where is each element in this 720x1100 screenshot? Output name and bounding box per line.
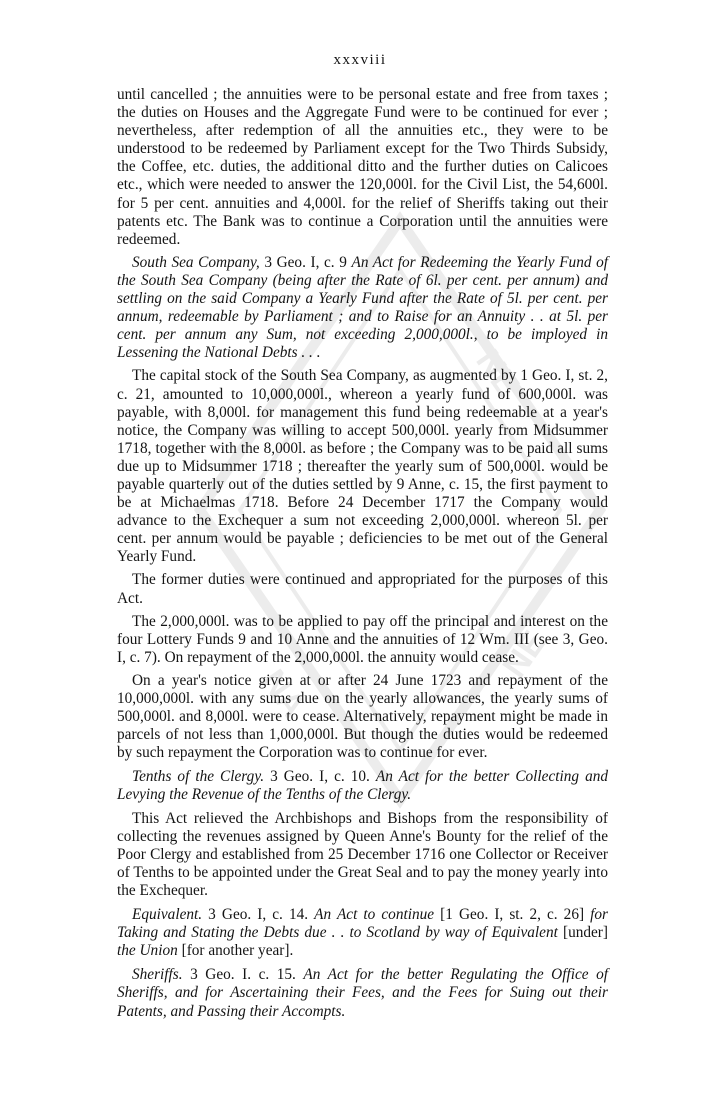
act-long-title-part: An Act to continue — [314, 906, 441, 924]
paragraph-bank-annuities: until cancelled ; the annuities were to be personal estate and free from taxes ; the duties on Houses and the Aggregate Fund were to be continued for ever ; nevertheless, after redemption of all the annuities etc., they were to be understood to be redeemed by Parliament except for the Two Thirds Subsidy, the Coffee, etc. duties, the additional ditto and the further duties on Calicoes etc., which were needed to answer the 120,000l. for the Civil List, the 54,600l. for 5 per cent. annuities and 4,000l. for the relief of Sheriffs taking out their patents etc. The Bank was to continue a Corporation until the annuities were redeemed. — [117, 86, 608, 248]
paragraph-years-notice: On a year's notice given at or after 24 June 1723 and repayment of the 10,000,000l. with any sums due on the yearly allowances, the yearly sums of 500,000l. and 8,000l. were to cease. Alternatively, repayment might be made in parcels of not less than 1,000,000l. But though the duties would be redeemed by such repayment the Corporation was to continue for ever. — [117, 671, 608, 762]
page-number: xxxviii — [333, 52, 387, 68]
act-long-title: An Act for Redeeming the Yearly Fund of the South Sea Company (being after the Rate of 6l. per cent. per annum) and settling on the said Company a Yearly Fund after the Rate of 5l. per cent. per annum, redeemable by Parliament ; and to Raise for an Annuity . . at 5l. per cent. per annum any Sum, not exceeding 2,000,000l., to be imployed in Lessening the National Debts . . . — [117, 253, 608, 362]
svg-text:NE: NE — [495, 624, 554, 685]
act-short-title: Sheriffs. — [132, 966, 183, 984]
act-citation: 3 Geo. I, c. 10. — [264, 768, 376, 786]
main-text — [117, 86, 608, 1026]
paragraph-sheriffs-act — [117, 966, 608, 1020]
act-long-title: An Act for the better Collecting and Levying the Revenue of the Tenths of the Clergy. — [117, 768, 609, 804]
editorial-bracket: [1 Geo. I, st. 2, c. 26] — [440, 906, 585, 924]
act-long-title-part: for Taking and Stating the Debts due . . to Scotland by way of Equivalent — [117, 906, 609, 942]
editorial-bracket: [under] — [562, 924, 608, 942]
act-short-title: South Sea Company, — [132, 253, 260, 271]
paragraph-south-sea-act — [117, 254, 608, 363]
act-long-title-part: the Union — [117, 942, 182, 960]
act-citation: 3 Geo. I, c. 14. — [202, 906, 315, 924]
svg-text:NA: NA — [253, 662, 313, 725]
act-short-title: Equivalent. — [132, 906, 203, 924]
paragraph-equivalent-act — [117, 906, 608, 960]
act-citation: 3 Geo. I. c. 15. — [182, 966, 304, 984]
svg-text:NE: NE — [468, 342, 527, 404]
editorial-bracket: [for another year]. — [181, 942, 294, 960]
act-citation: 3 Geo. I, c. 9 — [259, 253, 352, 271]
paragraph-lottery-funds: The 2,000,000l. was to be applied to pay off the principal and interest on the four Lottery Funds 9 and 10 Anne and the annuities of 12 Wm. III (see 3, Geo. I, c. 7). On repayment of the 2,000,000l. the annuity would cease. — [117, 612, 608, 666]
act-short-title: Tenths of the Clergy. — [132, 768, 265, 786]
paragraph-tenths-act — [117, 768, 608, 804]
act-long-title: An Act for the better Regulating the Office of Sheriffs, and for Ascertaining their Fees, and the Fees for Suing out their Patents, and Passing their Accompts. — [117, 966, 608, 1020]
paragraph-former-duties: The former duties were continued and appropriated for the purposes of this Act. — [117, 571, 608, 607]
paragraph-capital-stock: The capital stock of the South Sea Company, as augmented by 1 Geo. I, st. 2, c. 21, amounted to 10,000,000l., whereon a yearly fund of 600,000l. was payable, with 8,000l. for management this fund being redeemable at a year's notice, the Company was willing to accept 500,000l. yearly from Midsummer 1718, together with the 8,000l. as before ; the Company was to be paid all sums due up to Midsummer 1718 ; thereafter the yearly sum of 500,000l. would be payable quarterly out of the duties settled by 9 Anne, c. 15, the first payment to be at Michaelmas 1718. Before 24 December 1717 the Company would advance to the Exchequer a sum not exceeding 2,000,000l. whereon 5l. per cent. per annum would be payable ; deficiencies to be met out of the General Yearly Fund. — [117, 367, 608, 566]
paragraph-tenths-summary: This Act relieved the Archbishops and Bishops from the responsibility of collecting the revenues assigned by Queen Anne's Bounty for the relief of the Poor Clergy and established from 25 December 1716 one Collector or Receiver of Tenths to be appointed under the Great Seal and to pay the money yearly into the Exchequer. — [117, 809, 608, 899]
